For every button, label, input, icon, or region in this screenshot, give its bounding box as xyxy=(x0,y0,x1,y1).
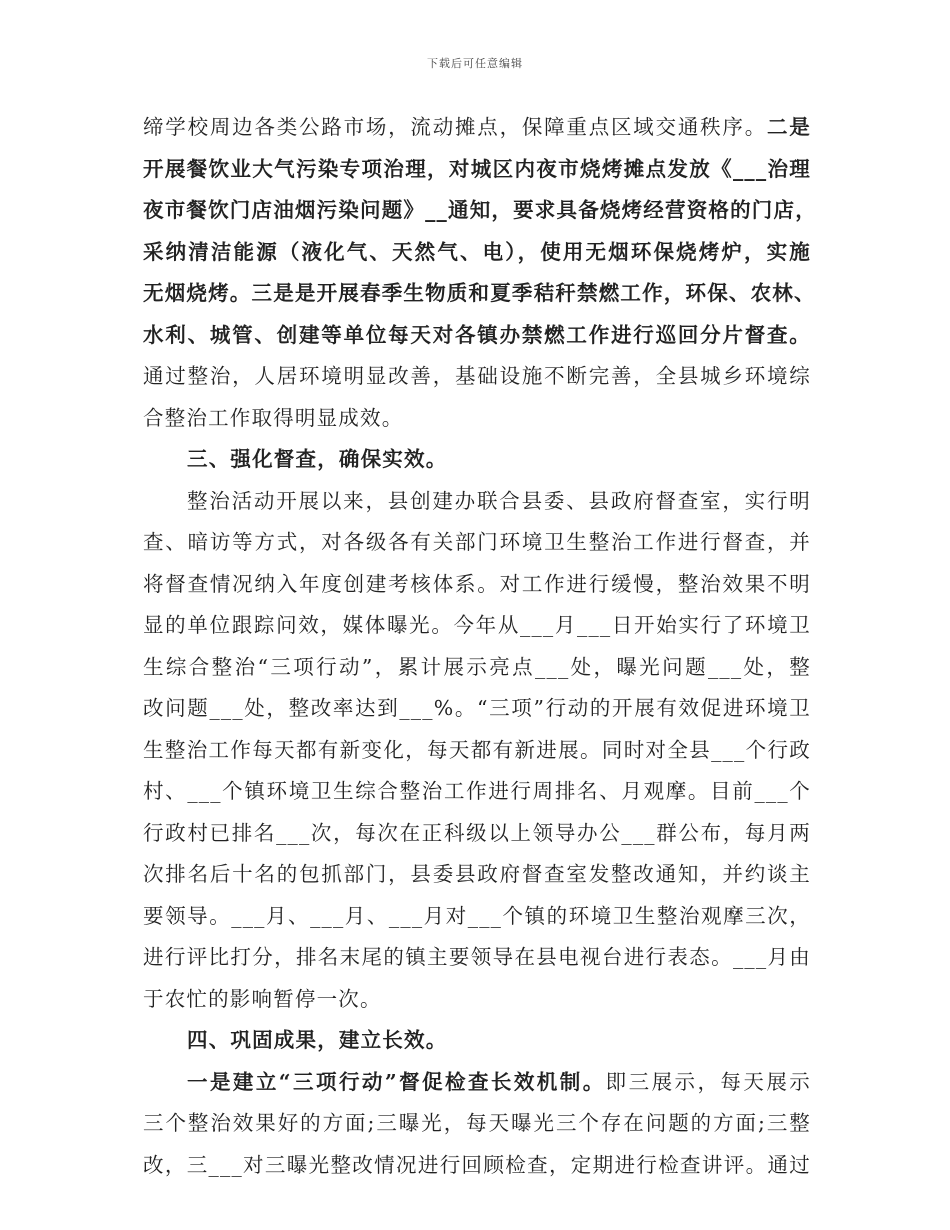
text-line: 水利、城管、创建等单位每天对各镇办禁燃工作进行巡回分片督查。 xyxy=(143,322,811,347)
text-line: 一是建立“三项行动”督促检查长效机制。即三展示，每天展示 xyxy=(187,1069,811,1094)
text-line: 生整治工作每天都有新变化，每天都有新进展。同时对全县___个行政 xyxy=(143,737,811,762)
text-line: 生综合整治“三项行动”，累计展示亮点___处，曝光问题___处，整 xyxy=(143,654,811,679)
section-heading-3: 三、强化督查，确保实效。 xyxy=(187,447,448,471)
text-line: 要领导。___月、___月、___月对___个镇的环境卫生整治观摩三次， xyxy=(143,903,811,928)
text-line: 改问题___处，整改率达到___%。“三项”行动的开展有效促进环境卫 xyxy=(143,696,811,720)
text-line: 整治活动开展以来，县创建办联合县委、县政府督查室，实行明 xyxy=(187,488,811,513)
text-line: 显的单位跟踪问效，媒体曝光。今年从___月___日开始实行了环境卫 xyxy=(143,613,811,637)
text-line: 三个整治效果好的方面;三曝光，每天曝光三个存在问题的方面;三整 xyxy=(143,1111,811,1135)
text-line: 改，三___对三曝光整改情况进行回顾检查，定期进行检查讲评。通过 xyxy=(143,1152,811,1177)
text-line: 于农忙的影响暂停一次。 xyxy=(143,986,382,1011)
text-line: 缔学校周边各类公路市场，流动摊点，保障重点区域交通秩序。二是 xyxy=(143,115,811,139)
text-line: 进行评比打分，排名末尾的镇主要领导在县电视台进行表态。___月由 xyxy=(143,945,811,969)
text-line: 通过整治，人居环境明显改善，基础设施不断完善，全县城乡环境综 xyxy=(143,364,811,388)
text-line: 查、暗访等方式，对各级各有关部门环境卫生整治工作进行督查，并 xyxy=(143,530,811,554)
text-line: 合整治工作取得明显成效。 xyxy=(143,405,404,430)
document-body xyxy=(143,107,817,1186)
text-line: 夜市餐饮门店油烟污染问题》__通知，要求具备烧烤经营资格的门店， xyxy=(143,198,817,222)
page-header: 下载后可任意编辑 xyxy=(427,57,523,70)
text-line: 开展餐饮业大气污染专项治理，对城区内夜市烧烤摊点发放《___治理 xyxy=(143,156,811,181)
text-line: 将督查情况纳入年度创建考核体系。对工作进行缓慢，整治效果不明 xyxy=(143,571,811,596)
text-line: 采纳清洁能源（液化气、天然气、电），使用无烟环保烧烤炉，实施 xyxy=(143,239,811,264)
section-heading-4: 四、巩固成果，建立长效。 xyxy=(187,1028,448,1052)
text-line: 次排名后十名的包抓部门，县委县政府督查室发整改通知，并约谈主 xyxy=(143,862,811,886)
text-line: 行政村已排名___次，每次在正科级以上领导办公___群公布，每月两 xyxy=(143,820,811,845)
text-line: 无烟烧烤。三是是开展春季生物质和夏季秸秆禁燃工作，环保、农林、 xyxy=(143,281,816,305)
text-line: 村、___个镇环境卫生综合整治工作进行周排名、月观摩。目前___个 xyxy=(143,779,811,803)
